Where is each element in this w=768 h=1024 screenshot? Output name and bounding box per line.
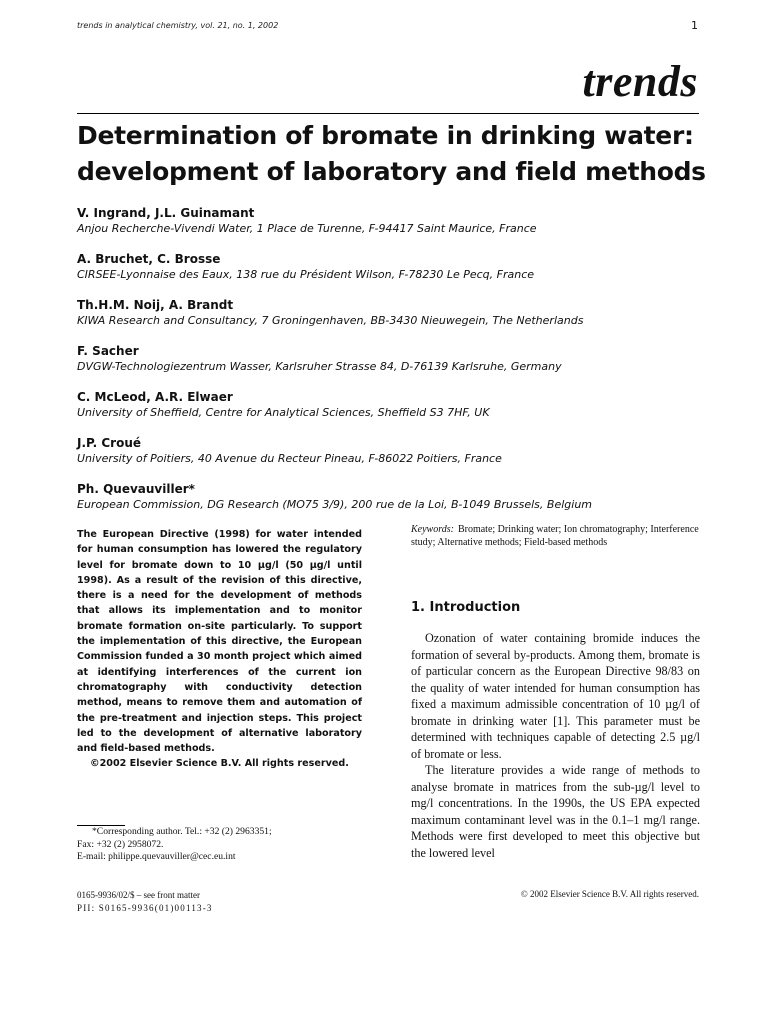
author-names: Th.H.M. Noij, A. Brandt	[77, 298, 234, 312]
article-title	[77, 118, 707, 190]
author-names: F. Sacher	[77, 344, 139, 358]
author-names: V. Ingrand, J.L. Guinamant	[77, 206, 255, 220]
title-line-1: Determination of bromate in drinking water:	[77, 121, 694, 150]
page-number: 1	[691, 19, 698, 32]
author-names: Ph. Quevauviller*	[77, 482, 195, 496]
keywords	[411, 524, 701, 549]
author-affiliation: CIRSEE-Lyonnaise des Eaux, 138 rue du Président Wilson, F-78230 Le Pecq, France	[77, 268, 535, 281]
section-heading: 1. Introduction	[411, 600, 521, 615]
author-group	[77, 205, 707, 251]
front-matter	[77, 889, 213, 914]
author-affiliation: KIWA Research and Consultancy, 7 Groningenhaven, BB-3430 Nieuwegein, The Netherlands	[77, 314, 584, 327]
paragraph: The literature provides a wide range of methods to analyse bromate in matrices from the sub-µg/l level to mg/l concentrations. In the 1990s, the US EPA expected maximum contaminant level was in the 0.1–1 mg/l range. Methods were first developed to meet this objective but the lowered level	[411, 763, 700, 860]
author-affiliation: DVGW-Technologiezentrum Wasser, Karlsruher Strasse 84, D-76139 Karlsruhe, Germany	[77, 360, 562, 373]
pii-line: PII: S0165-9936(01)00113-3	[77, 902, 213, 913]
keywords-list: Bromate; Drinking water; Ion chromatography; Interference study; Alternative methods; Field-based methods	[411, 524, 699, 548]
author-affiliation: European Commission, DG Research (MO75 3/9), 200 rue de la Loi, B-1049 Brussels, Belgium	[77, 498, 593, 511]
footnote	[77, 826, 367, 864]
paragraph: Ozonation of water containing bromide induces the formation of several by-products. Among them, bromate is of particular concern as the European Directive 98/83 on the quality of water intended for human consumption has fixed a maximum admissible concentration of 10 µg/l of bromate in drinking water [1]. This parameter must be determined with techniques capable of detecting 2.5 µg/l of bromate or less.	[411, 631, 700, 761]
corresponding-author-note: *Corresponding author. Tel.: +32 (2) 2963351;	[92, 826, 272, 837]
page-copyright: © 2002 Elsevier Science B.V. All rights reserved.	[520, 889, 699, 899]
author-affiliation: Anjou Recherche-Vivendi Water, 1 Place de Turenne, F-94417 Saint Maurice, France	[77, 222, 537, 235]
author-group	[77, 481, 707, 527]
author-names: J.P. Croué	[77, 436, 142, 450]
author-group	[77, 251, 707, 297]
author-group	[77, 343, 707, 389]
author-group	[77, 297, 707, 343]
running-head: trends in analytical chemistry, vol. 21, no. 1, 2002	[77, 21, 279, 30]
fax-line: Fax: +32 (2) 2958072.	[77, 838, 164, 850]
author-group	[77, 389, 707, 435]
section-logo: trends	[582, 57, 698, 106]
author-names: C. McLeod, A.R. Elwaer	[77, 390, 233, 404]
author-names: A. Bruchet, C. Brosse	[77, 252, 221, 266]
email-line: E-mail: philippe.quevauviller@cec.eu.int	[77, 851, 236, 862]
abstract-text: The European Directive (1998) for water intended for human consumption has lowered the regulatory level for bromate down to 10 µg/l (50 µg/l until 1998). As a result of the revision of this directive, there is a need for the development of methods that allows its implementation and to monitor bromate formation on-site particularly. To support the implementation of this directive, the European Commission funded a 30 month project which aimed at identifying interferences of the current ion chromatography with conductivity detection method, means to remove them and automation of the pre-treatment and injection steps. This project led to the development of alternative laboratory and field-based methods.	[77, 529, 362, 755]
title-line-2: development of laboratory and field methods	[77, 157, 706, 186]
header-rule	[77, 113, 699, 114]
author-affiliation: University of Poitiers, 40 Avenue du Recteur Pineau, F-86022 Poitiers, France	[77, 452, 502, 465]
keywords-label: Keywords:	[411, 524, 454, 535]
issn-line: 0165-9936/02/$ – see front matter	[77, 890, 200, 900]
author-list	[77, 205, 707, 527]
author-affiliation: University of Sheffield, Centre for Analytical Sciences, Sheffield S3 7HF, UK	[77, 406, 490, 419]
abstract	[77, 527, 362, 772]
author-group	[77, 435, 707, 481]
abstract-copyright: ©2002 Elsevier Science B.V. All rights reserved.	[90, 758, 349, 770]
introduction-body	[411, 630, 700, 861]
